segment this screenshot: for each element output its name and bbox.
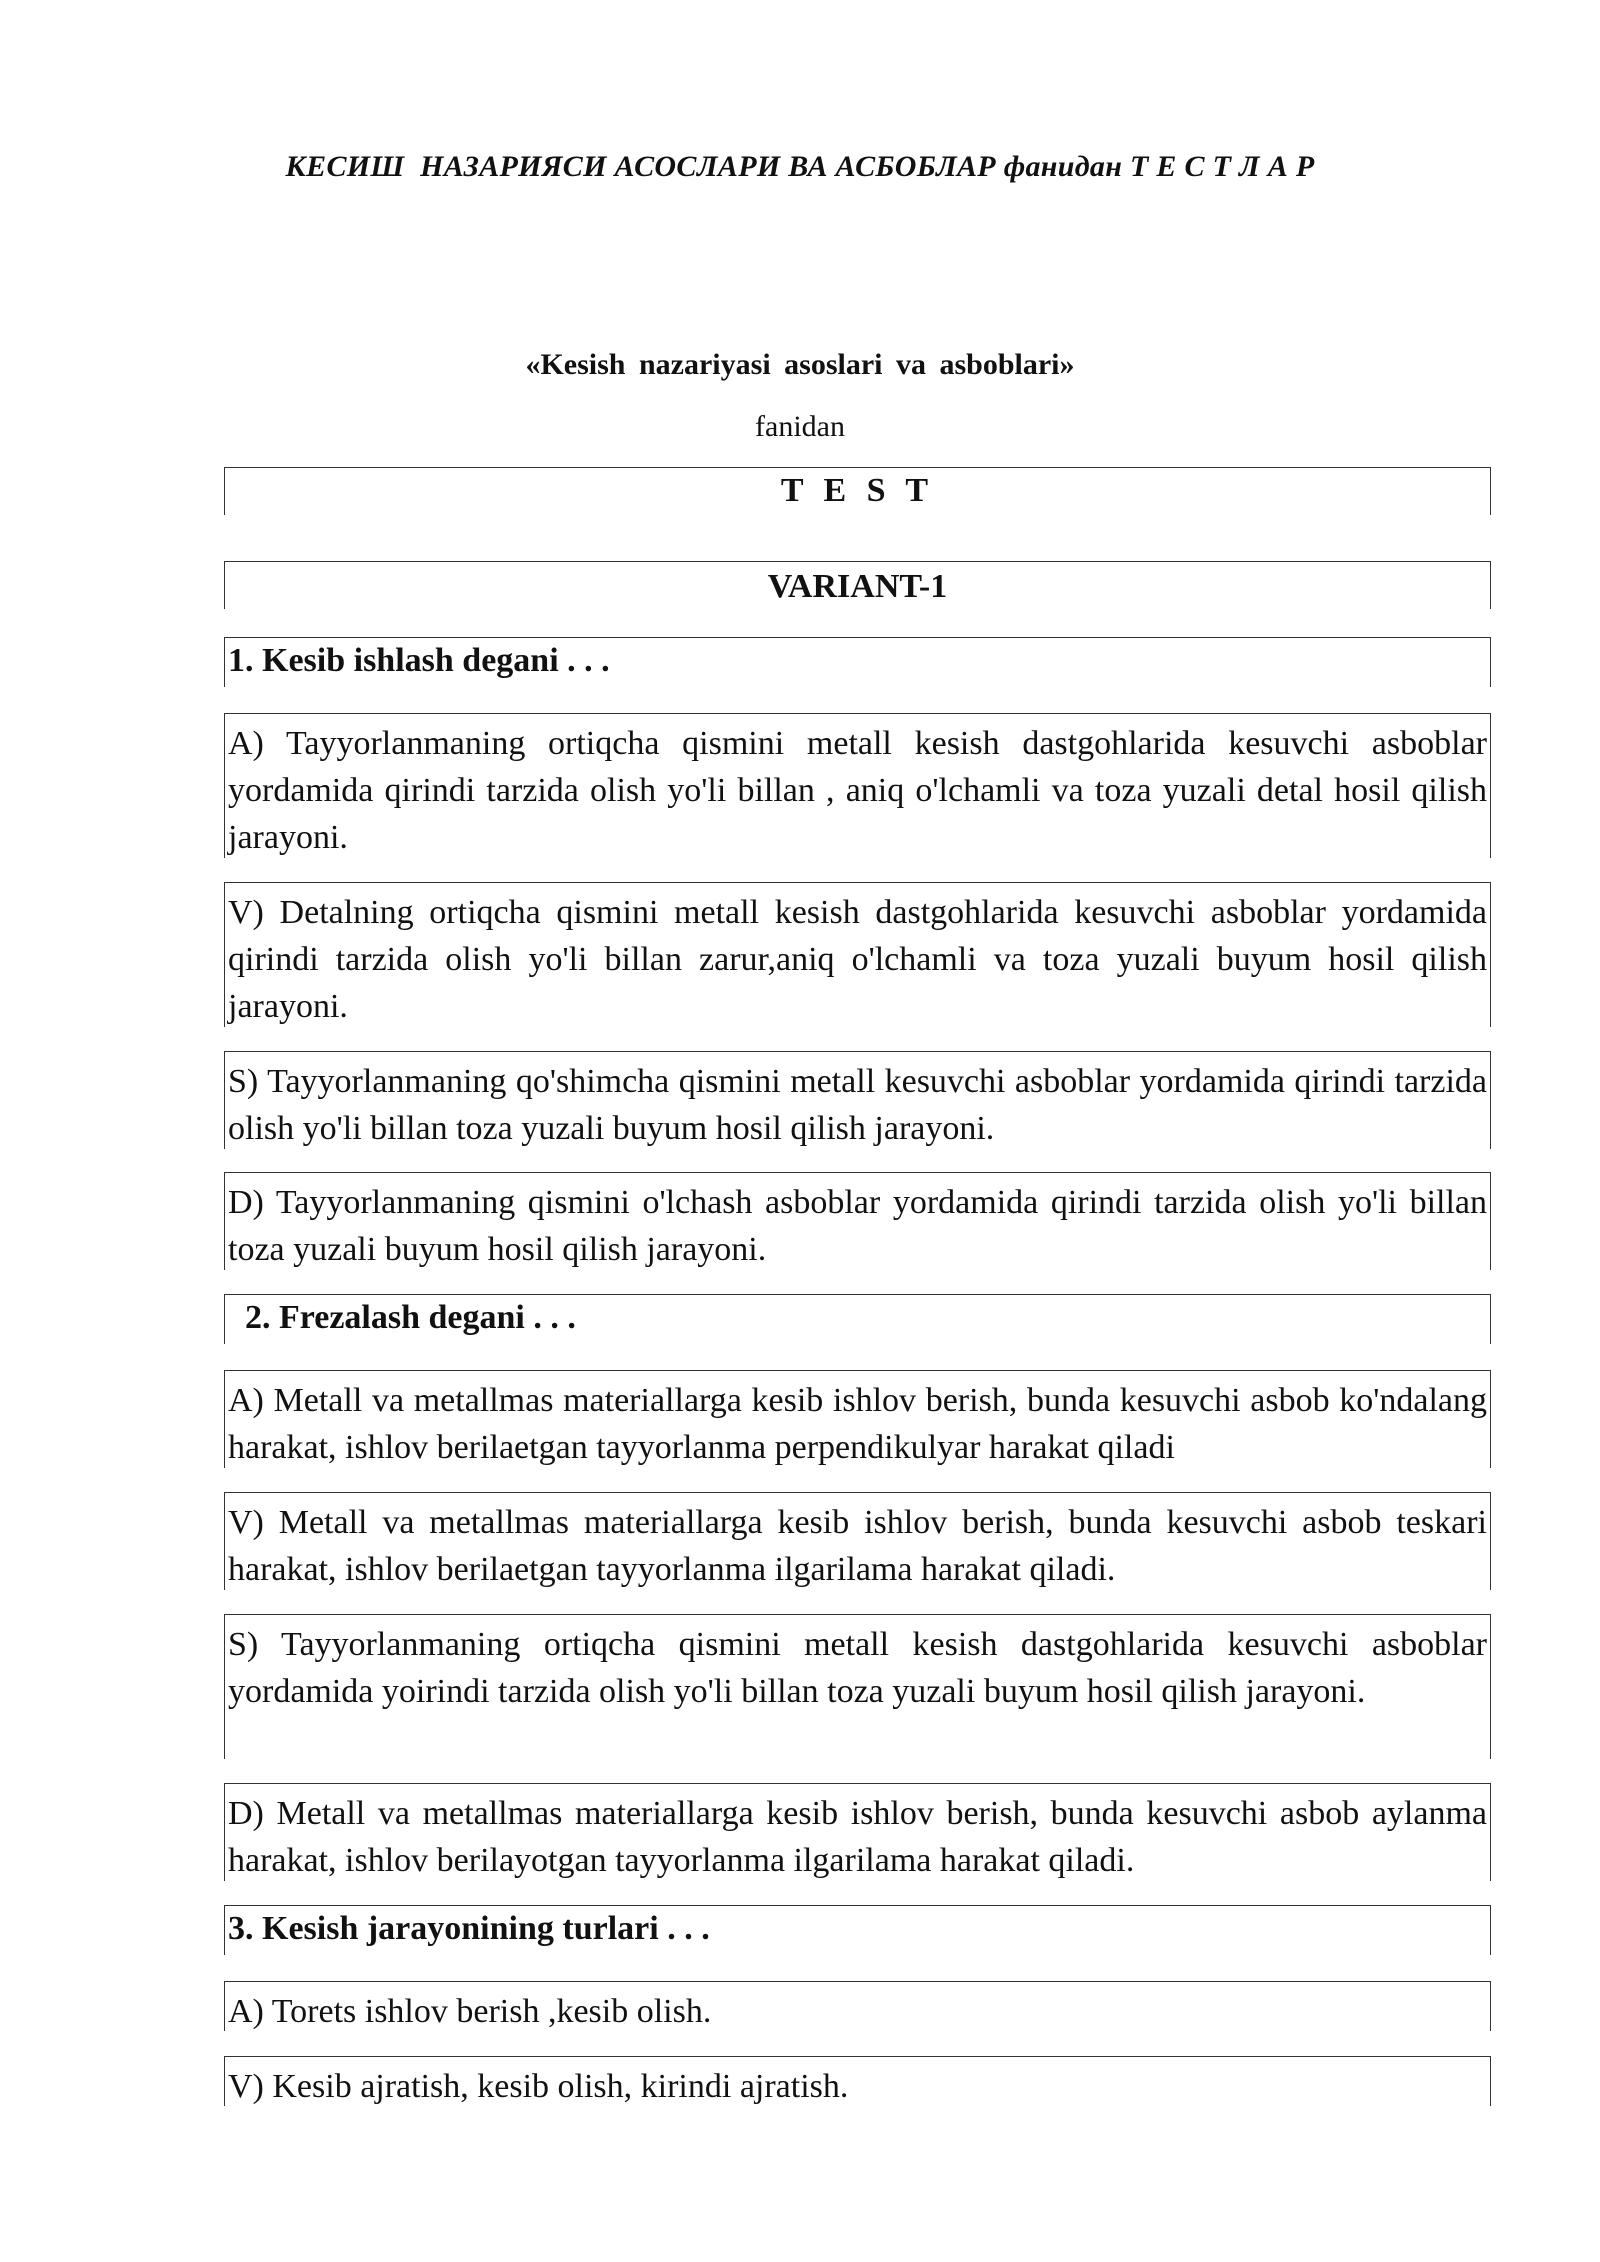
question-text: 3. Kesish jarayonining turlari . . . [228, 1910, 710, 1947]
subject-suffix: fanidan [755, 410, 845, 443]
question-text: 2. Frezalash degani . . . [228, 1299, 576, 1336]
question-3 [224, 1905, 1491, 1955]
option-text: A) Metall va metallmas materiallarga kesib ishlov berish, bunda kesuvchi asbob ko'ndalang harakat, ishlov berilaetgan tayyorlanma perpendikulyar harakat qiladi [228, 1382, 1487, 1466]
question-2-option-v[interactable] [224, 1492, 1491, 1590]
question-2 [224, 1294, 1491, 1344]
option-text: A) Torets ishlov berish ,kesib olish. [228, 1993, 712, 2030]
question-2-option-d[interactable] [224, 1783, 1491, 1881]
option-text: V) Detalning ortiqcha qismini metall kesish dastgohlarida kesuvchi asboblar yordamida qirindi tarzida olish yo'li billan zarur,aniq o'lchamli va toza yuzali buyum hosil qilish jarayoni. [228, 894, 1487, 1025]
variant-heading: VARIANT-1 [224, 561, 1491, 609]
question-1 [224, 637, 1491, 687]
test-heading: T E S T [224, 467, 1491, 515]
option-text: A) Tayyorlanmaning ortiqcha qismini metall kesish dastgohlarida kesuvchi asboblar yordamida qirindi tarzida olish yo'li billan , aniq o'lchamli va toza yuzali detal hosil qilish jarayoni. [228, 725, 1487, 856]
option-text: S) Tayyorlanmaning ortiqcha qismini metall kesish dastgohlarida kesuvchi asboblar yordamida yoirindi tarzida olish yo'li billan toza yuzali buyum hosil qilish jarayoni. [228, 1626, 1487, 1710]
question-1-option-d[interactable] [224, 1172, 1491, 1270]
question-1-option-v[interactable] [224, 882, 1491, 1027]
option-text: V) Metall va metallmas materiallarga kesib ishlov berish, bunda kesuvchi asbob teskari harakat, ishlov berilaetgan tayyorlanma ilgarilama harakat qiladi. [228, 1504, 1487, 1588]
option-text: V) Kesib ajratish, kesib olish, kirindi ajratish. [228, 2068, 849, 2105]
question-3-option-v[interactable] [224, 2056, 1491, 2106]
option-text: S) Tayyorlanmaning qo'shimcha qismini metall kesuvchi asboblar yordamida qirindi tarzida olish yo'li billan toza yuzali buyum hosil qilish jarayoni. [228, 1063, 1487, 1147]
subject-title: «Kesish nazariyasi asoslari va asboblari» [525, 348, 1075, 381]
question-3-option-a[interactable] [224, 1981, 1491, 2031]
option-text: D) Metall va metallmas materiallarga kesib ishlov berish, bunda kesuvchi asbob aylanma harakat, ishlov berilayotgan tayyorlanma ilgarilama harakat qiladi. [228, 1795, 1487, 1879]
question-text: 1. Kesib ishlash degani . . . [228, 642, 610, 679]
question-1-option-s[interactable] [224, 1051, 1491, 1149]
document-title: КЕСИШ НАЗАРИЯСИ АСОСЛАРИ ВА АСБОБЛАР фанидан Т Е С Т Л А Р [285, 150, 1315, 183]
question-2-option-a[interactable] [224, 1370, 1491, 1468]
option-text: D) Tayyorlanmaning qismini o'lchash asboblar yordamida qirindi tarzida olish yo'li billan toza yuzali buyum hosil qilish jarayoni. [228, 1184, 1487, 1268]
question-2-option-s[interactable] [224, 1614, 1491, 1759]
question-1-option-a[interactable] [224, 713, 1491, 858]
